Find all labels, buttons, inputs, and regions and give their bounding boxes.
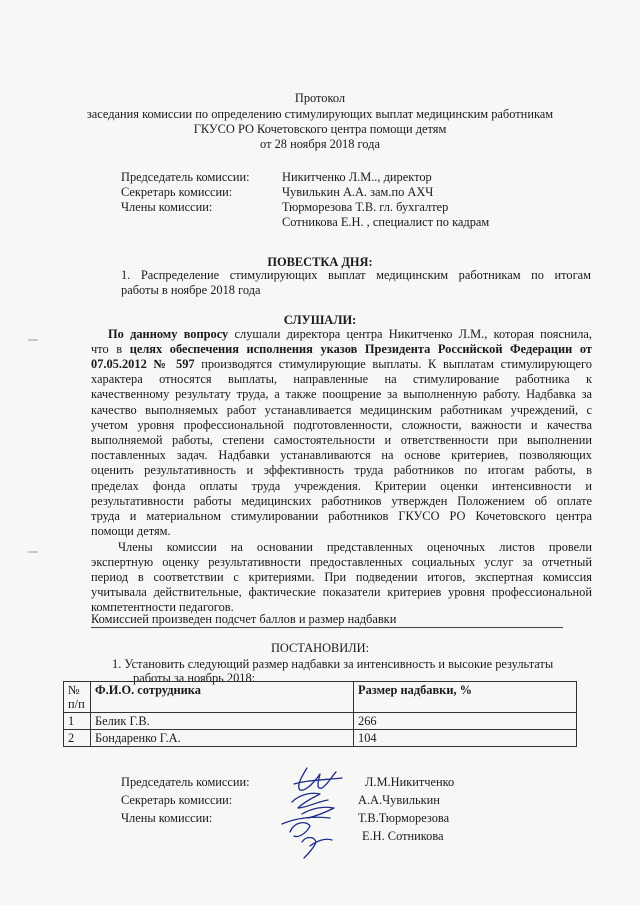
body-text: что в: [91, 342, 130, 356]
member-name: Сотникова Е.Н. , специалист по кадрам: [282, 215, 490, 229]
signature-stroke: [302, 838, 316, 859]
member-role: Секретарь комиссии:: [121, 185, 233, 199]
signature-name: Е.Н. Сотникова: [362, 829, 444, 843]
decided-heading: ПОСТАНОВИЛИ:: [270, 641, 370, 655]
decision-item: 1. Установить следующий размер надбавки за интенсивность и высокие результаты: [112, 657, 554, 671]
table-row: [64, 730, 577, 747]
bonus-value: 266: [354, 713, 577, 730]
emphasis-text: целях обеспечения исполнения указов Президента Российской Федерации от: [129, 342, 592, 356]
header-cell-number: № п/п: [64, 682, 91, 713]
body-text: слушали директора центра Никитченко Л.М., которая пояснила,: [228, 327, 592, 341]
heard-paragraph-line: характера относятся выплаты, направленные на стимулирование работника к: [91, 372, 592, 386]
scan-mark: [28, 551, 38, 553]
heard-paragraph-line: [91, 357, 592, 372]
member-role: Председатель комиссии:: [121, 170, 250, 184]
agenda-heading: ПОВЕСТКА ДНЯ:: [267, 255, 373, 269]
heard-paragraph-line: качество выполняемых работ устанавливается медицинским работникам учреждений, с: [91, 403, 592, 417]
heard-paragraph-line: Члены комиссии на основании представленных оценочных листов провели: [118, 540, 592, 554]
heard-paragraph-line: [91, 342, 592, 357]
decision-item-continued: работы за ноябрь 2018:: [133, 671, 256, 685]
heard-paragraph-line: поставленных задач. Надбавки устанавливаются на основе критериев, позволяющих: [91, 448, 592, 462]
member-name: Чувилькин А.А. зам.по АХЧ: [282, 185, 434, 199]
body-text: производятся стимулирующие выплаты. К выплатам стимулирующего: [194, 357, 592, 371]
signature-stroke: [292, 793, 328, 808]
bonus-value: 104: [354, 730, 577, 747]
agenda-item: 1. Распределение стимулирующих выплат медицинским работникам по итогам: [121, 268, 591, 282]
heard-paragraph-line: пределах фонда оплаты труда учреждения. Критерии оценки интенсивности и: [91, 479, 592, 493]
signature-name: А.А.Чувилькин: [358, 793, 440, 807]
bonus-table: [63, 681, 577, 747]
member-role: Члены комиссии:: [121, 200, 213, 214]
signature-name: Л.М.Никитченко: [365, 775, 455, 789]
points-summary-line: [91, 612, 563, 628]
title-subline: заседания комиссии по определению стимулирующих выплат медицинским работникам: [86, 107, 554, 121]
organization-name: ГКУСО РО Кочетовского центра помощи детям: [193, 122, 447, 136]
row-number: 2: [64, 730, 91, 747]
signature-name: Т.В.Тюрморезова: [358, 811, 450, 825]
heard-paragraph-line: компетентности педагогов.: [91, 600, 234, 614]
heard-paragraph-line: [108, 327, 592, 342]
member-name: Тюрморезова Т.В. гл. бухгалтер: [282, 200, 449, 214]
heard-paragraph-line: учетом уровня профессиональной подготовленности, сложности, важности и качества: [91, 418, 592, 432]
signature-stroke: [290, 823, 310, 837]
emphasis-text: По данному вопросу: [108, 327, 229, 341]
emphasis-text: 07.05.2012 № 597: [91, 357, 195, 371]
meeting-date: от 28 ноября 2018 года: [260, 137, 380, 151]
signature-role: Председатель комиссии:: [121, 775, 250, 789]
signature-role: Секретарь комиссии:: [121, 793, 233, 807]
points-summary-text: Комиссией произведен подсчет баллов и размер надбавки: [91, 612, 397, 626]
signature-stroke: [302, 807, 334, 818]
heard-paragraph-line: качественному результату труда, а также поощрение за выполненную работу. Надбавка за: [91, 387, 592, 401]
row-number: 1: [64, 713, 91, 730]
heard-paragraph-line: экспертную оценку результативности предоставленных социальных услуг за отчетный: [91, 555, 592, 569]
signature-stroke: [310, 839, 332, 846]
table-header-row: [64, 682, 577, 713]
heard-paragraph-line: помощи детям.: [91, 524, 171, 538]
employee-name: Белик Г.В.: [91, 713, 354, 730]
header-cell-bonus: Размер надбавки, %: [354, 682, 577, 713]
heard-paragraph-line: труда и материальном стимулировании работников ГКУСО РО Кочетовского центра: [91, 509, 592, 523]
employee-name: Бондаренко Г.А.: [91, 730, 354, 747]
member-name: Никитченко Л.М.., директор: [282, 170, 432, 184]
heard-paragraph-line: оценить результативность и эффективность труда работников по итогам работы, в: [91, 463, 592, 477]
table-row: [64, 713, 577, 730]
heard-paragraph-line: период в соответствии с критериями. При подведении итогов, экспертная комиссия: [91, 570, 592, 584]
scan-mark: [28, 339, 38, 341]
heard-paragraph-line: учитывала действительные, фактические показатели критериев уровня профессиональной: [91, 585, 592, 599]
signature-role: Члены комиссии:: [121, 811, 213, 825]
handwritten-signatures: [272, 762, 357, 862]
agenda-item-continued: работы в ноябре 2018 года: [121, 283, 261, 297]
heard-heading: СЛУШАЛИ:: [283, 313, 357, 327]
document-title: Протокол: [294, 91, 346, 105]
header-cell-name: Ф.И.О. сотрудника: [91, 682, 354, 713]
heard-paragraph-line: выполняемой работы, степени самостоятельности и ответственности при выполнении: [91, 433, 592, 447]
heard-paragraph-line: результативности работы медицинских работников утвержден Положением об оплате: [91, 494, 592, 508]
